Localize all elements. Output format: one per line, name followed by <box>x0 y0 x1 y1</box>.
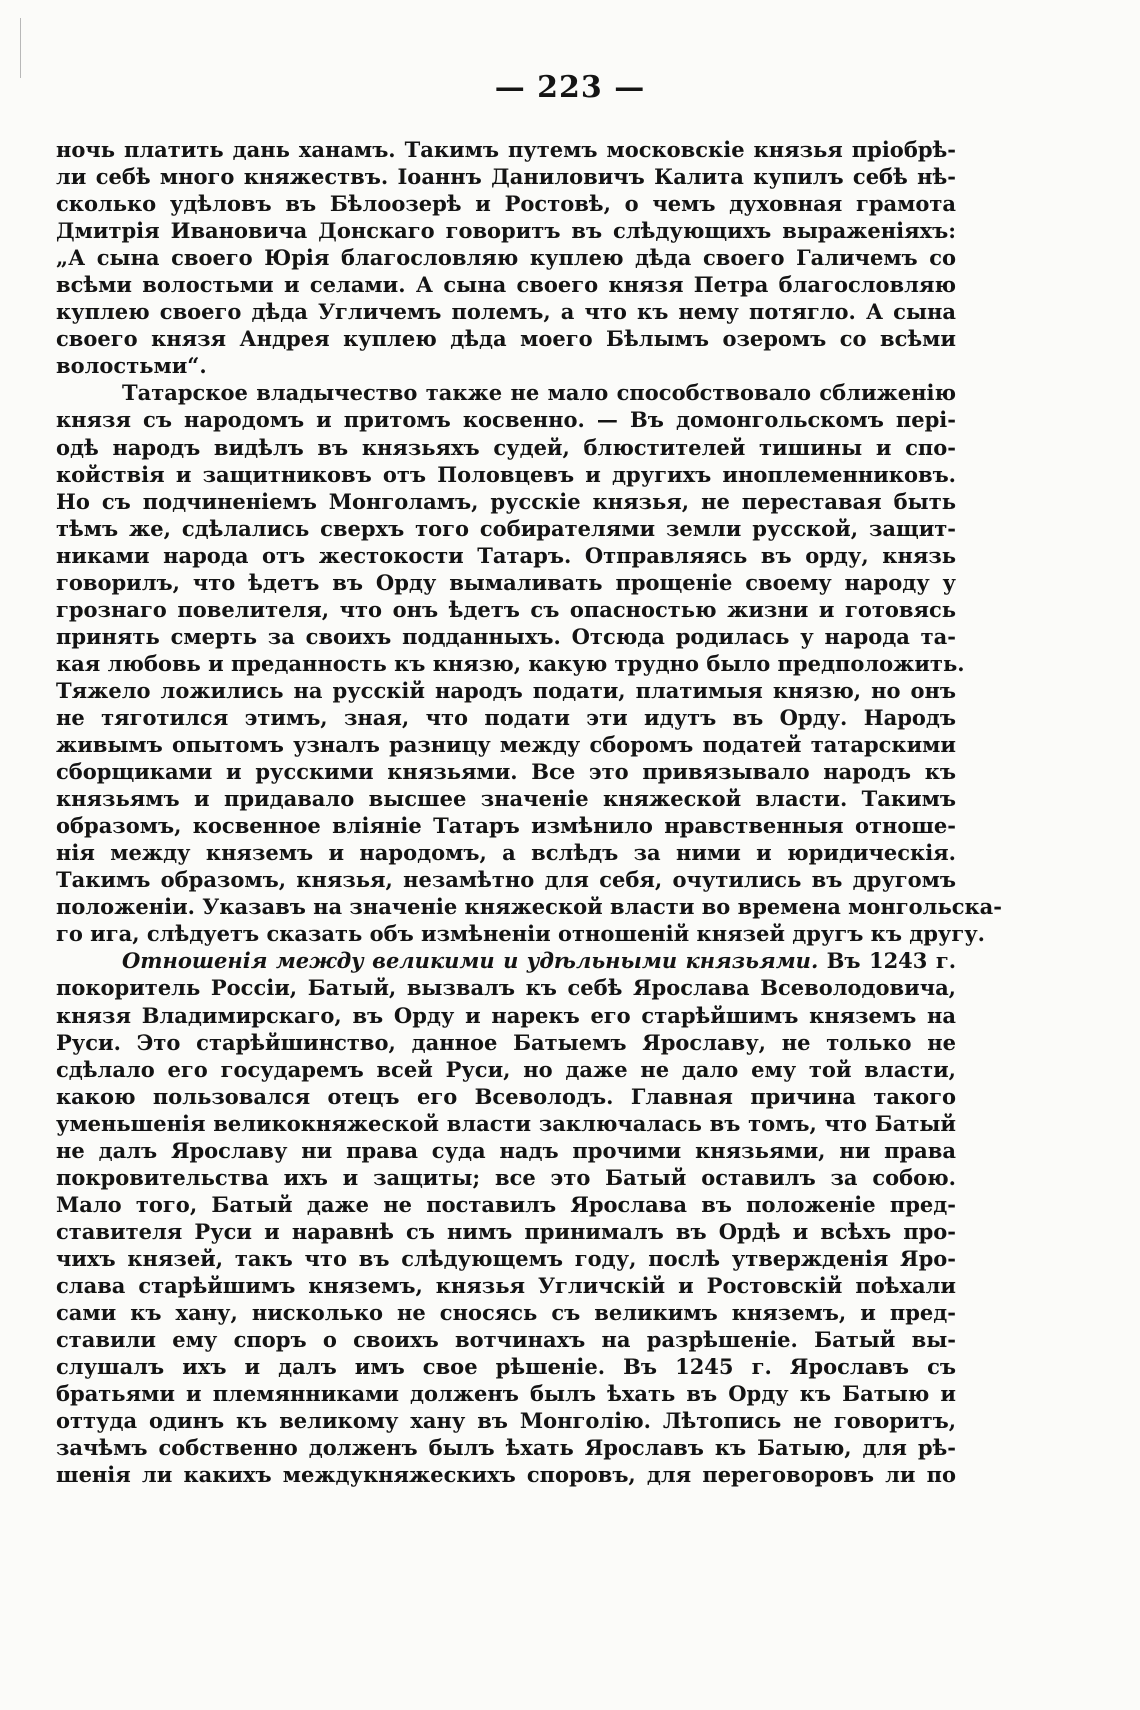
text-line: го ига, слѣдуетъ сказать объ измѣненіи отношеній князей другъ къ другу. <box>56 921 985 947</box>
section-heading-line <box>56 947 956 974</box>
page-edge-line <box>20 18 22 78</box>
section-heading-tail: Въ 1243 г. <box>818 948 957 974</box>
text-line: ночь платить дань ханамъ. Такимъ путемъ московскіе князья пріобрѣ- <box>56 137 956 162</box>
text-line: Такимъ образомъ, князья, незамѣтно для себя, очутились въ другомъ <box>56 867 956 893</box>
text-line: покоритель Россіи, Батый, вызвалъ къ себѣ Ярослава Всеволодовича, <box>56 975 956 1001</box>
text-line: уменьшенія великокняжеской власти заключалась въ томъ, что Батый <box>56 1110 956 1136</box>
text-line: ставителя Руси и наравнѣ съ нимъ принималъ въ Ордѣ и всѣхъ про- <box>56 1218 956 1244</box>
text-line: Татарское владычество также не мало способствовало сближенію <box>122 380 956 406</box>
text-line: всѣми волостьми и селами. А сына своего князя Петра благословляю <box>56 272 956 298</box>
text-line: шенія ли какихъ междукняжескихъ споровъ, для переговоровъ ли по <box>56 1462 956 1488</box>
text-line: князьямъ и придавало высшее значеніе княжеской власти. Такимъ <box>56 786 956 812</box>
text-line: какою пользовался отецъ его Всеволодъ. Главная причина такого <box>56 1083 956 1109</box>
text-line: князя Владимирскаго, въ Орду и нарекъ его старѣйшимъ княземъ на <box>56 1002 956 1028</box>
page-number: — 223 — <box>494 70 646 105</box>
text-line: Мало того, Батый даже не поставилъ Ярослава въ положеніе пред- <box>56 1191 956 1217</box>
text-line: Руси. Это старѣйшинство, данное Батыемъ Ярославу, не только не <box>56 1029 956 1055</box>
text-line: кая любовь и преданность къ князю, какую трудно было предположить. <box>56 650 965 676</box>
text-line: Дмитрія Ивановича Донскаго говоритъ въ слѣдующихъ выраженіяхъ: <box>56 218 956 244</box>
text-line: Тяжело ложились на русскій народъ подати, платимыя князю, но онъ <box>56 677 956 703</box>
text-line: куплею своего дѣда Угличемъ полемъ, а что къ нему потягло. А сына <box>56 299 956 325</box>
text-line: положеніи. Указавъ на значеніе княжеской власти во времена монгольска- <box>56 894 1002 920</box>
text-line: князя съ народомъ и притомъ косвенно. — Въ домонгольскомъ перi- <box>56 407 956 433</box>
text-line: никами народа отъ жестокости Татаръ. Отправляясь въ орду, князь <box>56 542 956 568</box>
text-line: не тяготился этимъ, зная, что подати эти идутъ въ Орду. Народъ <box>56 704 956 730</box>
text-line: грознаго повелителя, что онъ ѣдетъ съ опасностью жизни и готовясь <box>56 596 956 622</box>
text-line: покровительства ихъ и защиты; все это Батый оставилъ за собою. <box>56 1164 956 1190</box>
text-line: зачѣмъ собственно долженъ былъ ѣхать Ярославъ къ Батыю, для рѣ- <box>56 1435 956 1461</box>
text-line: своего князя Андрея куплею дѣда моего Бѣлымъ озеромъ со всѣми <box>56 326 956 352</box>
text-line: сдѣлало его государемъ всей Руси, но даже не дало ему той власти, <box>56 1056 956 1082</box>
text-line: принять смерть за своихъ подданныхъ. Отсюда родилась у народа та- <box>56 623 956 649</box>
section-heading: Отношенія между великими и удѣльными князьями. <box>122 948 819 974</box>
text-line: сколько удѣловъ въ Бѣлоозерѣ и Ростовѣ, о чемъ духовная грамота <box>56 191 956 217</box>
text-line: „А сына своего Юрія благословляю куплею дѣда своего Галичемъ со <box>56 245 956 271</box>
text-line: койствія и защитниковъ отъ Половцевъ и другихъ иноплеменниковъ. <box>56 461 956 487</box>
text-line: сборщиками и русскими князьями. Все это привязывало народъ къ <box>56 759 956 785</box>
text-line: братьями и племянниками долженъ былъ ѣхать въ Орду къ Батыю и <box>56 1381 956 1407</box>
text-line: слушалъ ихъ и далъ имъ свое рѣшеніе. Въ 1245 г. Ярославъ съ <box>56 1354 956 1380</box>
text-line: ставили ему споръ о своихъ вотчинахъ на разрѣшеніе. Батый вы- <box>56 1327 956 1353</box>
text-line: живымъ опытомъ узналъ разницу между сборомъ податей татарскими <box>56 732 956 758</box>
text-line: чихъ князей, такъ что въ слѣдующемъ году, послѣ утвержденія Яро- <box>56 1245 956 1271</box>
text-line: нія между княземъ и народомъ, а вслѣдъ за ними и юридическія. <box>56 840 956 866</box>
text-line: не далъ Ярославу ни права суда надъ прочими князьями, ни права <box>56 1137 956 1163</box>
text-line: сами къ хану, нисколько не сносясь съ великимъ княземъ, и пред- <box>56 1300 956 1326</box>
text-line: тѣмъ же, сдѣлались сверхъ того собирателями земли русской, защит- <box>56 515 956 541</box>
text-line: говорилъ, что ѣдетъ въ Орду вымаливать прощеніе своему народу у <box>56 569 956 595</box>
text-line: слава старѣйшимъ княземъ, князья Угличскій и Ростовскій поѣхали <box>56 1272 956 1298</box>
text-line: ли себѣ много княжествъ. Іоаннъ Даниловичъ Калита купилъ себѣ нѣ- <box>56 164 956 190</box>
body-text <box>56 136 1002 1488</box>
text-line: волостьми“. <box>56 353 207 379</box>
text-line: оттуда одинъ къ великому хану въ Монголію. Лѣтопись не говоритъ, <box>56 1408 956 1434</box>
text-line: одѣ народъ видѣлъ въ князьяхъ судей, блюстителей тишины и спо- <box>56 434 956 460</box>
text-line: образомъ, косвенное вліяніе Татаръ измѣнило нравственныя отноше- <box>56 813 956 839</box>
text-line: Но съ подчиненіемъ Монголамъ, русскіе князья, не переставая быть <box>56 488 956 514</box>
